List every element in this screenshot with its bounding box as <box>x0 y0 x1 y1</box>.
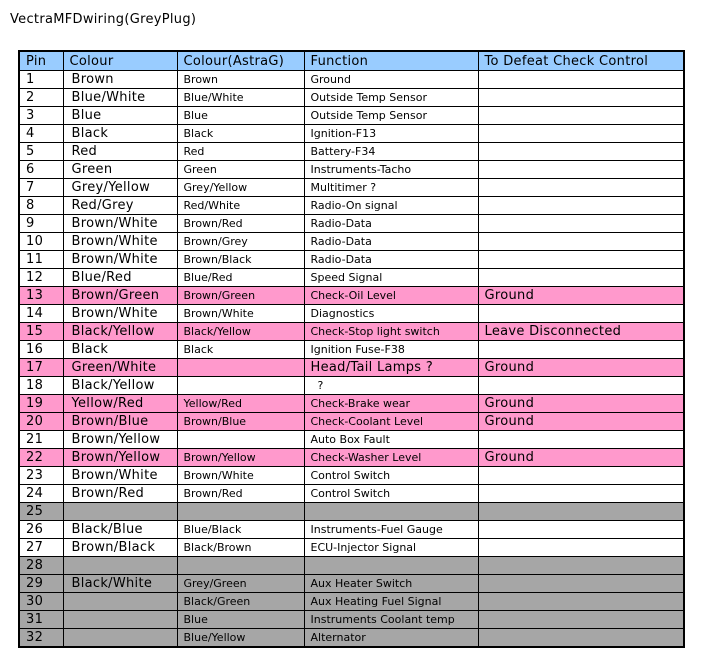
cell-pin: 2 <box>19 89 63 107</box>
table-row <box>19 557 684 575</box>
cell-colour: Blue/White <box>63 89 177 107</box>
table-row <box>19 431 684 449</box>
table-row <box>19 539 684 557</box>
cell-colour: Blue <box>63 107 177 125</box>
cell-colour: Blue/Red <box>63 269 177 287</box>
header-function: Function <box>304 51 478 71</box>
cell-pin: 22 <box>19 449 63 467</box>
cell-function: Check-Brake wear <box>304 395 478 413</box>
cell-to-defeat <box>478 377 684 395</box>
cell-function: Check-Oil Level <box>304 287 478 305</box>
cell-to-defeat <box>478 503 684 521</box>
cell-colour-astrag: Blue <box>177 611 304 629</box>
table-row <box>19 503 684 521</box>
cell-to-defeat <box>478 467 684 485</box>
header-colour-astrag: Colour(AstraG) <box>177 51 304 71</box>
cell-function: Head/Tail Lamps ? <box>304 359 478 377</box>
cell-pin: 32 <box>19 629 63 648</box>
table-row <box>19 341 684 359</box>
cell-colour-astrag: Brown/White <box>177 305 304 323</box>
table-row <box>19 161 684 179</box>
cell-function: Check-Coolant Level <box>304 413 478 431</box>
cell-to-defeat <box>478 125 684 143</box>
cell-colour-astrag: Brown/Black <box>177 251 304 269</box>
cell-colour <box>63 611 177 629</box>
cell-function: Speed Signal <box>304 269 478 287</box>
cell-colour: Brown/Yellow <box>63 449 177 467</box>
cell-to-defeat <box>478 485 684 503</box>
cell-to-defeat <box>478 575 684 593</box>
cell-pin: 12 <box>19 269 63 287</box>
cell-colour-astrag: Green <box>177 161 304 179</box>
table-row <box>19 89 684 107</box>
cell-function: Alternator <box>304 629 478 648</box>
cell-to-defeat <box>478 107 684 125</box>
cell-pin: 16 <box>19 341 63 359</box>
cell-function: Auto Box Fault <box>304 431 478 449</box>
cell-to-defeat: Ground <box>478 359 684 377</box>
cell-colour: Brown/White <box>63 305 177 323</box>
cell-pin: 13 <box>19 287 63 305</box>
cell-to-defeat <box>478 143 684 161</box>
table-row <box>19 269 684 287</box>
cell-function: Radio-Data <box>304 233 478 251</box>
cell-function: Radio-Data <box>304 251 478 269</box>
cell-pin: 30 <box>19 593 63 611</box>
cell-colour <box>63 593 177 611</box>
cell-colour: Green <box>63 161 177 179</box>
cell-function <box>304 503 478 521</box>
table-row <box>19 125 684 143</box>
cell-function: Ignition Fuse-F38 <box>304 341 478 359</box>
cell-function: Radio-On signal <box>304 197 478 215</box>
cell-function: ECU-Injector Signal <box>304 539 478 557</box>
cell-colour-astrag: Blue/Yellow <box>177 629 304 648</box>
cell-to-defeat: Ground <box>478 395 684 413</box>
header-to-defeat-check-control: To Defeat Check Control <box>478 51 684 71</box>
cell-colour-astrag: Blue/White <box>177 89 304 107</box>
cell-colour: Brown/Red <box>63 485 177 503</box>
table-row <box>19 197 684 215</box>
cell-pin: 21 <box>19 431 63 449</box>
cell-pin: 6 <box>19 161 63 179</box>
cell-colour-astrag: Brown/White <box>177 467 304 485</box>
header-pin: Pin <box>19 51 63 71</box>
cell-function: Aux Heating Fuel Signal <box>304 593 478 611</box>
cell-function <box>304 557 478 575</box>
cell-colour: Black/Yellow <box>63 377 177 395</box>
cell-to-defeat <box>478 179 684 197</box>
cell-colour-astrag: Red <box>177 143 304 161</box>
cell-colour: Brown/Green <box>63 287 177 305</box>
cell-to-defeat <box>478 215 684 233</box>
table-row <box>19 233 684 251</box>
cell-function: Instruments-Fuel Gauge <box>304 521 478 539</box>
table-row <box>19 485 684 503</box>
table-row <box>19 467 684 485</box>
cell-colour-astrag <box>177 431 304 449</box>
cell-colour: Black <box>63 341 177 359</box>
cell-pin: 28 <box>19 557 63 575</box>
cell-colour: Black/White <box>63 575 177 593</box>
cell-colour <box>63 629 177 648</box>
cell-colour: Black/Yellow <box>63 323 177 341</box>
table-body <box>19 71 684 648</box>
table-row <box>19 395 684 413</box>
header-colour: Colour <box>63 51 177 71</box>
cell-to-defeat <box>478 431 684 449</box>
cell-colour-astrag: Brown/Blue <box>177 413 304 431</box>
cell-function: Battery-F34 <box>304 143 478 161</box>
cell-pin: 27 <box>19 539 63 557</box>
cell-colour-astrag: Black/Green <box>177 593 304 611</box>
cell-pin: 31 <box>19 611 63 629</box>
cell-to-defeat <box>478 305 684 323</box>
cell-function: Check-Washer Level <box>304 449 478 467</box>
cell-function: Aux Heater Switch <box>304 575 478 593</box>
cell-colour <box>63 557 177 575</box>
cell-to-defeat <box>478 197 684 215</box>
cell-colour-astrag: Yellow/Red <box>177 395 304 413</box>
cell-colour-astrag: Blue <box>177 107 304 125</box>
table-row <box>19 449 684 467</box>
table-row <box>19 629 684 648</box>
cell-colour-astrag: Red/White <box>177 197 304 215</box>
cell-to-defeat <box>478 71 684 89</box>
cell-function: Outside Temp Sensor <box>304 107 478 125</box>
cell-pin: 4 <box>19 125 63 143</box>
cell-function: Multitimer ? <box>304 179 478 197</box>
cell-colour-astrag <box>177 377 304 395</box>
cell-to-defeat <box>478 89 684 107</box>
table-row <box>19 413 684 431</box>
cell-function: Outside Temp Sensor <box>304 89 478 107</box>
cell-to-defeat <box>478 251 684 269</box>
cell-colour: Brown/Blue <box>63 413 177 431</box>
cell-function: Control Switch <box>304 467 478 485</box>
cell-colour <box>63 503 177 521</box>
cell-colour-astrag: Blue/Black <box>177 521 304 539</box>
table-row <box>19 107 684 125</box>
cell-colour: Red <box>63 143 177 161</box>
cell-to-defeat <box>478 593 684 611</box>
table-row <box>19 593 684 611</box>
cell-colour-astrag: Brown/Red <box>177 485 304 503</box>
cell-colour-astrag: Brown <box>177 71 304 89</box>
cell-to-defeat <box>478 611 684 629</box>
cell-colour: Grey/Yellow <box>63 179 177 197</box>
cell-colour-astrag: Blue/Red <box>177 269 304 287</box>
table-row <box>19 611 684 629</box>
cell-to-defeat <box>478 269 684 287</box>
cell-function: Ground <box>304 71 478 89</box>
cell-pin: 24 <box>19 485 63 503</box>
cell-function: Control Switch <box>304 485 478 503</box>
cell-to-defeat <box>478 521 684 539</box>
cell-to-defeat <box>478 233 684 251</box>
cell-pin: 29 <box>19 575 63 593</box>
header-row <box>19 51 684 71</box>
cell-colour: Brown/White <box>63 215 177 233</box>
cell-colour-astrag: Black <box>177 125 304 143</box>
cell-colour-astrag <box>177 503 304 521</box>
table-row <box>19 323 684 341</box>
cell-to-defeat <box>478 341 684 359</box>
cell-to-defeat: Leave Disconnected <box>478 323 684 341</box>
cell-colour: Brown/Yellow <box>63 431 177 449</box>
cell-colour: Brown/White <box>63 233 177 251</box>
table-row <box>19 179 684 197</box>
cell-to-defeat: Ground <box>478 287 684 305</box>
cell-pin: 26 <box>19 521 63 539</box>
cell-function: Instruments Coolant temp <box>304 611 478 629</box>
cell-function: Check-Stop light switch <box>304 323 478 341</box>
cell-pin: 14 <box>19 305 63 323</box>
cell-to-defeat <box>478 557 684 575</box>
cell-pin: 1 <box>19 71 63 89</box>
table-row <box>19 71 684 89</box>
cell-colour-astrag: Brown/Yellow <box>177 449 304 467</box>
cell-colour: Yellow/Red <box>63 395 177 413</box>
cell-pin: 11 <box>19 251 63 269</box>
cell-colour-astrag: Grey/Green <box>177 575 304 593</box>
cell-pin: 7 <box>19 179 63 197</box>
cell-colour: Black <box>63 125 177 143</box>
cell-function: Instruments-Tacho <box>304 161 478 179</box>
table-row <box>19 305 684 323</box>
cell-pin: 10 <box>19 233 63 251</box>
cell-colour-astrag <box>177 359 304 377</box>
cell-pin: 18 <box>19 377 63 395</box>
cell-colour-astrag: Brown/Red <box>177 215 304 233</box>
table-row <box>19 575 684 593</box>
table-row <box>19 359 684 377</box>
cell-function: ? <box>304 377 478 395</box>
cell-pin: 9 <box>19 215 63 233</box>
wiring-table <box>18 50 685 648</box>
cell-colour-astrag: Brown/Grey <box>177 233 304 251</box>
cell-pin: 20 <box>19 413 63 431</box>
cell-to-defeat <box>478 539 684 557</box>
cell-pin: 17 <box>19 359 63 377</box>
cell-pin: 15 <box>19 323 63 341</box>
cell-function: Ignition-F13 <box>304 125 478 143</box>
cell-pin: 3 <box>19 107 63 125</box>
cell-function: Radio-Data <box>304 215 478 233</box>
cell-colour: Brown/Black <box>63 539 177 557</box>
table-row <box>19 143 684 161</box>
cell-colour-astrag: Grey/Yellow <box>177 179 304 197</box>
table-row <box>19 521 684 539</box>
cell-colour-astrag <box>177 557 304 575</box>
cell-colour: Red/Grey <box>63 197 177 215</box>
page-title: VectraMFDwiring(GreyPlug) <box>10 12 197 27</box>
cell-pin: 23 <box>19 467 63 485</box>
cell-to-defeat: Ground <box>478 413 684 431</box>
cell-pin: 25 <box>19 503 63 521</box>
cell-to-defeat <box>478 161 684 179</box>
cell-colour-astrag: Black/Brown <box>177 539 304 557</box>
cell-pin: 8 <box>19 197 63 215</box>
table-row <box>19 215 684 233</box>
cell-function: Diagnostics <box>304 305 478 323</box>
cell-pin: 19 <box>19 395 63 413</box>
cell-colour: Brown/White <box>63 467 177 485</box>
table-row <box>19 251 684 269</box>
cell-colour-astrag: Brown/Green <box>177 287 304 305</box>
table-row <box>19 287 684 305</box>
cell-colour: Black/Blue <box>63 521 177 539</box>
cell-to-defeat: Ground <box>478 449 684 467</box>
cell-colour: Green/White <box>63 359 177 377</box>
cell-colour-astrag: Black/Yellow <box>177 323 304 341</box>
cell-to-defeat <box>478 629 684 648</box>
cell-colour-astrag: Black <box>177 341 304 359</box>
cell-colour: Brown/White <box>63 251 177 269</box>
cell-pin: 5 <box>19 143 63 161</box>
table-row <box>19 377 684 395</box>
cell-colour: Brown <box>63 71 177 89</box>
